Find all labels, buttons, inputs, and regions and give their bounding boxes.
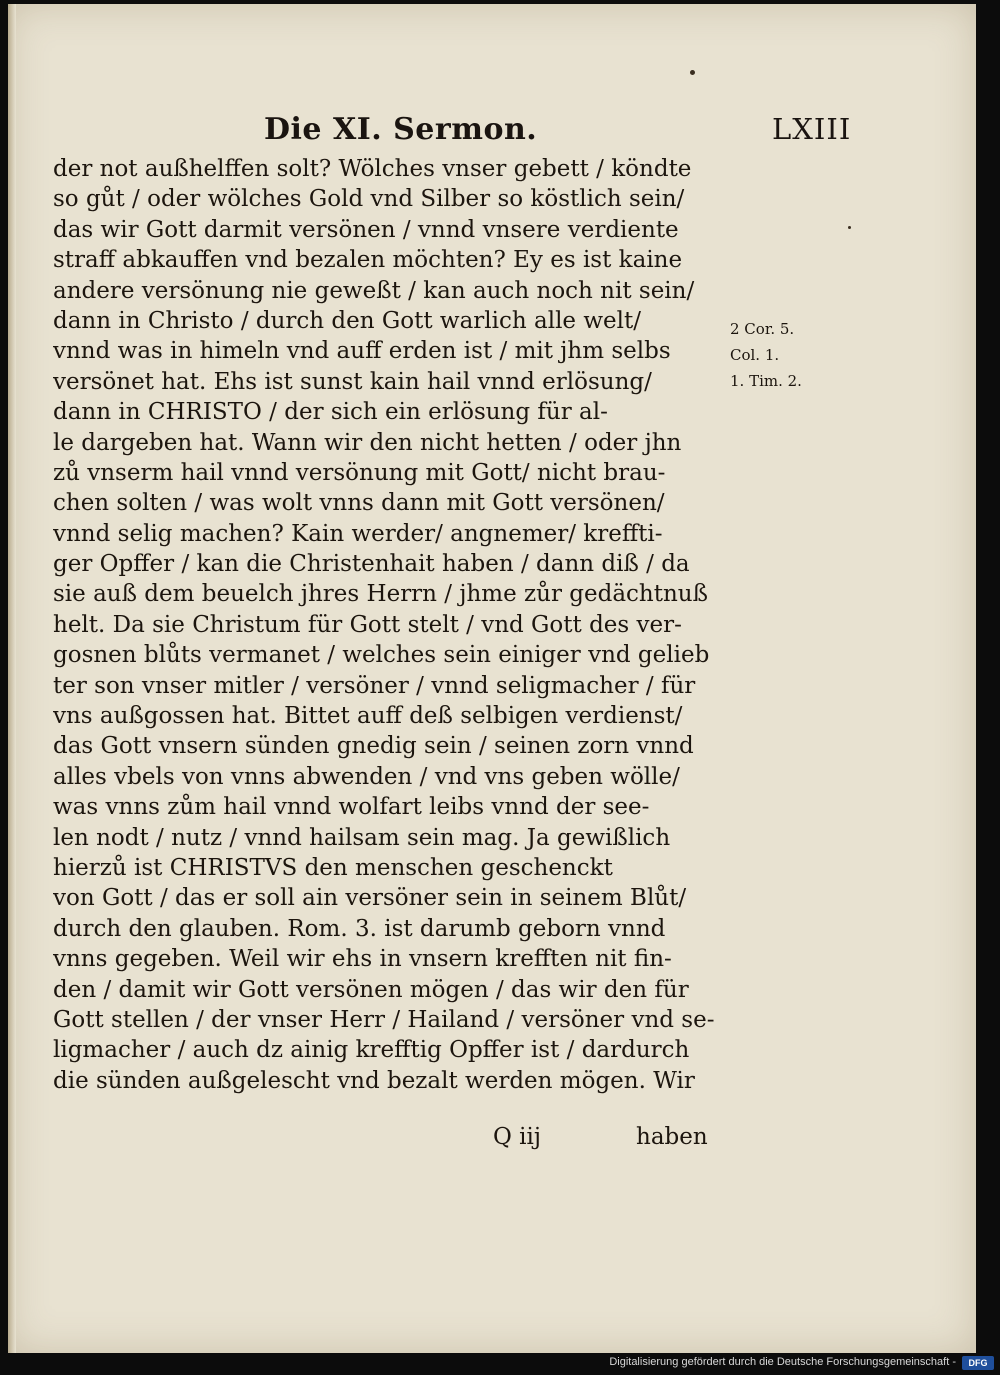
- text-line: ligmacher / auch dz ainig krefftig Opffer ist / dardurch: [53, 1037, 690, 1064]
- body-text: [53, 154, 743, 1096]
- text-line: so gůt / oder wölches Gold vnd Silber so köstlich sein/: [53, 186, 685, 213]
- text-line: was vnns zům hail vnnd wolfart leibs vnnd der see-: [53, 794, 650, 821]
- text-line: durch den glauben. Rom. 3. ist darumb geborn vnnd: [53, 915, 666, 942]
- text-line: dann in Christo / durch den Gott warlich alle welt/: [53, 307, 641, 334]
- running-title: Die XI. Sermon.: [264, 112, 538, 147]
- footer-bar: [0, 1353, 1000, 1375]
- margin-note: 1. Tim. 2.: [730, 372, 802, 390]
- text-line: das Gott vnsern sünden gnedig sein / seinen zorn vnnd: [53, 733, 694, 760]
- text-line: andere versönung nie geweßt / kan auch noch nit sein/: [53, 277, 695, 304]
- text-line: chen solten / was wolt vnns dann mit Gott versönen/: [53, 490, 665, 517]
- folio-number: LXIII: [772, 112, 852, 146]
- text-line: helt. Da sie Christum für Gott stelt / vnd Gott des ver-: [53, 611, 682, 638]
- dfg-logo-icon: DFG: [962, 1356, 994, 1370]
- text-line: der not außhelffen solt? Wölches vnser gebett / köndte: [53, 156, 692, 182]
- margin-note: Col. 1.: [730, 346, 780, 364]
- text-line: len nodt / nutz / vnnd hailsam sein mag. Ja gewißlich: [53, 824, 671, 851]
- text-line: den / damit wir Gott versönen mögen / das wir den für: [53, 976, 689, 1003]
- text-line: vnns gegeben. Weil wir ehs in vnsern krefften nit fin-: [53, 946, 672, 973]
- text-line: hierzů ist CHRISTVS den menschen geschenckt: [53, 854, 613, 881]
- text-line: vns außgossen hat. Bittet auff deß selbigen verdienst/: [53, 703, 683, 730]
- catchword: haben: [636, 1124, 708, 1150]
- ink-speck: [690, 70, 695, 75]
- text-line: ter son vnser mitler / versöner / vnnd seligmacher / für: [53, 672, 696, 699]
- ink-speck: [848, 226, 851, 229]
- text-line: alles vbels von vnns abwenden / vnd vns geben wölle/: [53, 763, 680, 790]
- text-line: straff abkauffen vnd bezalen möchten? Ey es ist kaine: [53, 247, 683, 274]
- text-line: zů vnserm hail vnnd versönung mit Gott/ nicht brau-: [53, 459, 666, 486]
- book-page: [8, 4, 976, 1353]
- text-line: vnnd was in himeln vnd auff erden ist / mit jhm selbs: [53, 338, 671, 365]
- text-line: von Gott / das er soll ain versöner sein in seinem Blůt/: [53, 885, 687, 912]
- text-line: le dargeben hat. Wann wir den nicht hetten / oder jhn: [53, 429, 682, 456]
- text-line: sie auß dem beuelch jhres Herrn / jhme zůr gedächtnuß: [53, 581, 708, 608]
- text-line: ger Opffer / kan die Christenhait haben / dann diß / da: [53, 551, 690, 578]
- catchline: [8, 1124, 976, 1156]
- text-line: dann in CHRISTO / der sich ein erlösung für al-: [53, 399, 608, 426]
- page-header: [8, 112, 976, 152]
- margin-note: 2 Cor. 5.: [730, 320, 795, 338]
- digitization-credit: Digitalisierung gefördert durch die Deutsche Forschungsgemeinschaft -: [609, 1356, 956, 1368]
- text-line: die sünden außgelescht vnd bezalt werden mögen. Wir: [53, 1067, 695, 1094]
- text-line: das wir Gott darmit versönen / vnnd vnsere verdiente: [53, 216, 679, 243]
- signature-mark: Q iij: [493, 1124, 542, 1150]
- text-line: versönet hat. Ehs ist sunst kain hail vnnd erlösung/: [53, 368, 652, 395]
- text-line: vnnd selig machen? Kain werder/ angnemer/ kreffti-: [53, 520, 663, 547]
- text-line: Gott stellen / der vnser Herr / Hailand / versöner vnd se-: [53, 1006, 715, 1033]
- margin-notes: [730, 316, 802, 394]
- text-line: gosnen blůts vermanet / welches sein einiger vnd gelieb: [53, 642, 710, 669]
